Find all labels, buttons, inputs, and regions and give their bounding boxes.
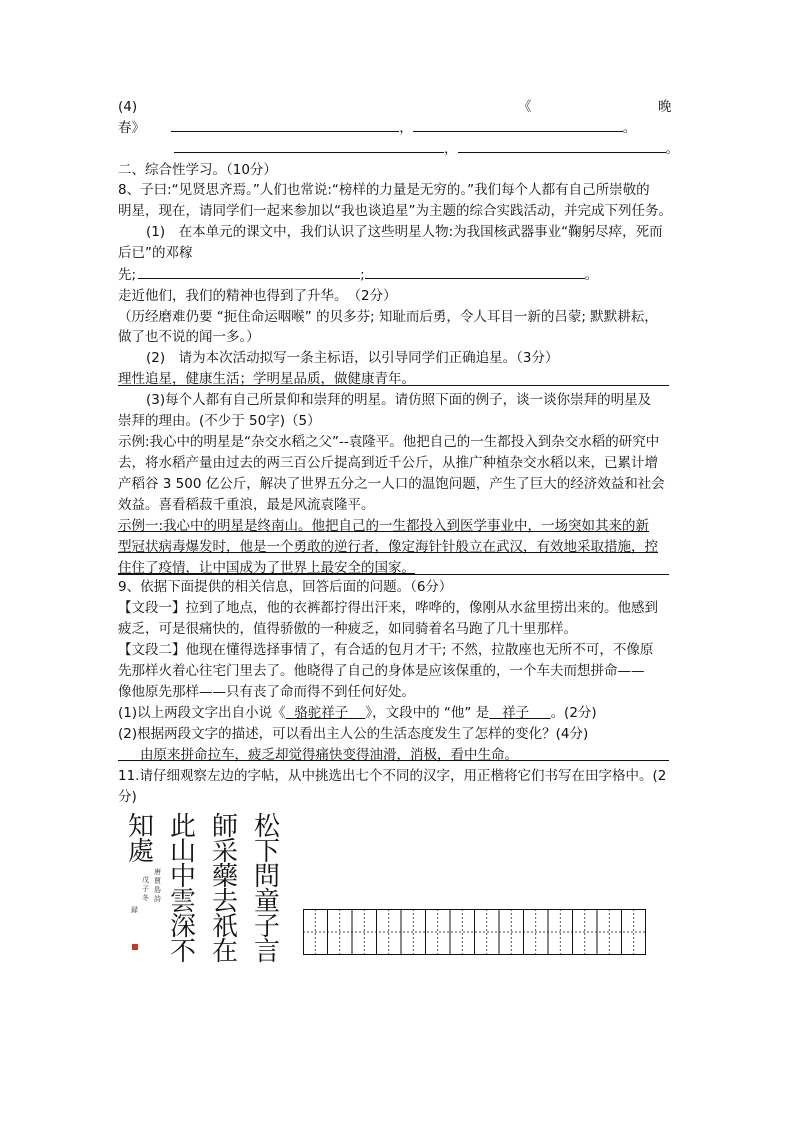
q8-p2-answer: 理性追星，健康生活；学明星品质，做健康青年。	[118, 371, 415, 387]
calligraphy-char: 子	[253, 912, 280, 942]
calligraphy-char: 知	[127, 812, 154, 842]
calligraphy-char: 處	[127, 837, 154, 867]
q4-blank-4[interactable]	[458, 138, 666, 153]
q8-p3-prompt-1: (3)每个人都有自己所景仰和崇拜的明星。请仿照下面的例子，谈一谈你崇拜的明星及	[146, 392, 652, 408]
q8-intro-1: 8、子曰:“见贤思齐焉。”人们也常说:“榜样的力量是无穷的。”我们每个人都有自己所崇敬的	[118, 182, 650, 198]
q9-sub1-name-text: 祥子	[502, 705, 530, 721]
q9-passage1-1: 【文段一】拉到了地点，他的衣裤都拧得出汗来，哗哗的，像刚从水盆里捞出来的。他感到	[118, 600, 658, 616]
q8-sample-line	[118, 574, 669, 575]
signature-char: 詩	[154, 895, 161, 903]
signature-char: 唐	[154, 868, 161, 876]
calligraphy-char: 言	[253, 937, 280, 967]
calligraphy-char: 祇	[211, 912, 238, 942]
q8-p1-prefix: 先;	[118, 267, 137, 283]
q8-p1-blank-2[interactable]	[365, 264, 585, 279]
q8-p1-note-1: （历经磨难仍要 “扼住命运咽喉” 的贝多芬; 知耻而后勇，令人耳目一新的吕蒙; 默默耕耘，	[118, 309, 658, 325]
calligraphy-char: 藥	[211, 862, 238, 892]
q4-title-end: 春》	[118, 120, 145, 136]
q8-example-3: 产稻谷 3 500 亿公斤，解决了世界五分之一人口的温饱问题，产生了巨大的经济效益和社会	[118, 476, 665, 492]
tianzi-grid-lines	[303, 909, 646, 955]
q4-line3	[118, 138, 679, 159]
q4-blank-3[interactable]	[174, 138, 444, 153]
q4-blank-1[interactable]	[171, 117, 399, 132]
q4-end-1: 。	[622, 120, 637, 136]
calligraphy-char: 在	[211, 937, 238, 967]
q8-p1-line1: (1) 在本单元的课文中，我们认识了这些明星人物:为我国核武器事业“鞠躬尽瘁，死而	[146, 224, 663, 240]
calligraphy-char: 不	[169, 937, 196, 967]
q9-passage1-2: 疲乏，可是很痛快的，值得骄傲的一种疲乏，如同骑着名马跑了几十里那样。	[118, 621, 577, 637]
calligraphy-char: 松	[253, 812, 280, 842]
calligraphy-char: 童	[253, 887, 280, 917]
calligraphy-char: 中	[169, 862, 196, 892]
q9-sub1-book-text: 骆驼祥子	[294, 705, 349, 721]
q9-passage2-2: 先那样火着心往宅门里去了。他晓得了自己的身体是应该保重的，一个车夫而想拼命——	[118, 663, 645, 679]
q8-p1-line4: 走近他们，我们的精神也得到了升华。 （2分）	[118, 288, 397, 304]
q9-sub1	[118, 703, 675, 723]
signature-char: 賈	[154, 877, 161, 885]
q8-p1-end: 。	[584, 267, 599, 283]
signature-char: 冬	[142, 894, 149, 902]
q9-passage2-1: 【文段二】他现在懂得选择事情了，有合适的包月才干; 不然，拉散座也无所不可，不像原	[118, 642, 654, 658]
q9-sub2: (2)根据两段文字的描述，可以看出主人公的生活态度发生了怎样的变化？(4分)	[118, 726, 589, 742]
q9-sub1-name	[489, 705, 550, 721]
signature-char: 録	[131, 906, 138, 914]
seal-stamp	[132, 944, 138, 950]
q8-p1-line3	[118, 264, 675, 285]
q9-prompt: 9、依据下面提供的相关信息，回答后面的问题。（6分）	[118, 579, 453, 595]
q8-sample-3: 住住了疫情，让中国成为了世界上最安全的国家。	[118, 560, 415, 576]
q9-sub1-text-c: 。(2分)	[550, 705, 597, 721]
q8-p1-sep: ;	[360, 267, 365, 283]
section-2-heading: 二、综合性学习。（10分）	[118, 162, 277, 178]
q8-intro-2: 明星，现在，请同学们一起来参加以“我也谈追星”为主题的综合实践活动，并完成下列任务。	[118, 203, 672, 219]
q11-prompt-2: 分)	[118, 789, 137, 805]
q8-example-2: 去，将水稻产量由过去的两三百公斤提高到近千公斤，从推广种植杂交水稻以来，已累计增	[118, 455, 658, 471]
q9-sub1-text-a: (1)以上两段文字出自小说《	[118, 705, 286, 721]
calligraphy-char: 山	[169, 837, 196, 867]
q4-title-start: 晚	[658, 99, 672, 115]
calligraphy-char: 深	[169, 912, 196, 942]
q9-sub1-text-b: 》，文段中的 “他” 是	[365, 705, 490, 721]
calligraphy-char: 下	[253, 837, 280, 867]
q9-sub1-book	[286, 705, 366, 721]
q4-line1	[118, 97, 675, 117]
calligraphy-char: 雲	[169, 887, 196, 917]
q8-p2-answer-line	[118, 385, 669, 386]
q8-p1-note-2: 做了也不说的闻一多。）	[118, 329, 260, 345]
q4-number: (4)	[118, 99, 138, 115]
q8-example-1: 示例:我心中的明星是“杂交水稻之父”--袁隆平。他把自己的一生都投入到杂交水稻的研究中	[118, 434, 660, 450]
q4-end-2: 。	[665, 141, 679, 157]
signature-char: 子	[142, 885, 149, 893]
q4-blank-2[interactable]	[413, 117, 623, 132]
q4-comma-2: ，	[444, 141, 458, 157]
calligraphy-char: 采	[211, 837, 238, 867]
q9-sub2-answer-line	[118, 760, 669, 761]
q8-example-4: 效益。喜看稻菽千重浪，最是风流袁隆平。	[118, 497, 375, 513]
q8-sample-2: 型冠状病毒爆发时，他是一个勇敢的逆行者，像定海针针般立在武汉，有效地采取措施，控	[118, 539, 658, 555]
q8-p3-prompt-2: 崇拜的理由。(不少于 50字)（5）	[118, 413, 321, 429]
calligraphy-char: 師	[211, 812, 238, 842]
q9-passage2-3: 像他原先那样——只有丧了命而得不到任何好处。	[118, 684, 415, 700]
calligraphy-char: 此	[169, 812, 196, 842]
q11-prompt-1: 11.请仔细观察左边的字帖，从中挑选出七个不同的汉字，用正楷将它们书写在田字格中。(2	[118, 768, 667, 784]
calligraphy-char: 問	[253, 862, 280, 892]
q8-p2-prompt: (2) 请为本次活动拟写一条主标语，以引导同学们正确追星。（3分）	[146, 350, 559, 366]
signature-char: 戊	[142, 876, 149, 884]
q8-p1-blank-1[interactable]	[138, 264, 360, 279]
q4-comma-1: ，	[399, 120, 413, 136]
q8-sample-1: 示例一:我心中的明星是终南山。他把自己的一生都投入到医学事业中，一场突如其来的新	[118, 518, 650, 534]
q9-sub2-answer: 由原来拼命拉车，疲乏却觉得痛快变得油滑，消极，看中生命。	[140, 747, 518, 763]
q4-line2	[118, 117, 675, 138]
q8-p1-line2: 后已”的邓稼	[118, 245, 193, 261]
tianzi-grid[interactable]	[303, 909, 646, 955]
signature-char: 島	[154, 886, 161, 894]
q4-quote-open: 《	[518, 99, 532, 115]
calligraphy-char: 去	[211, 887, 238, 917]
